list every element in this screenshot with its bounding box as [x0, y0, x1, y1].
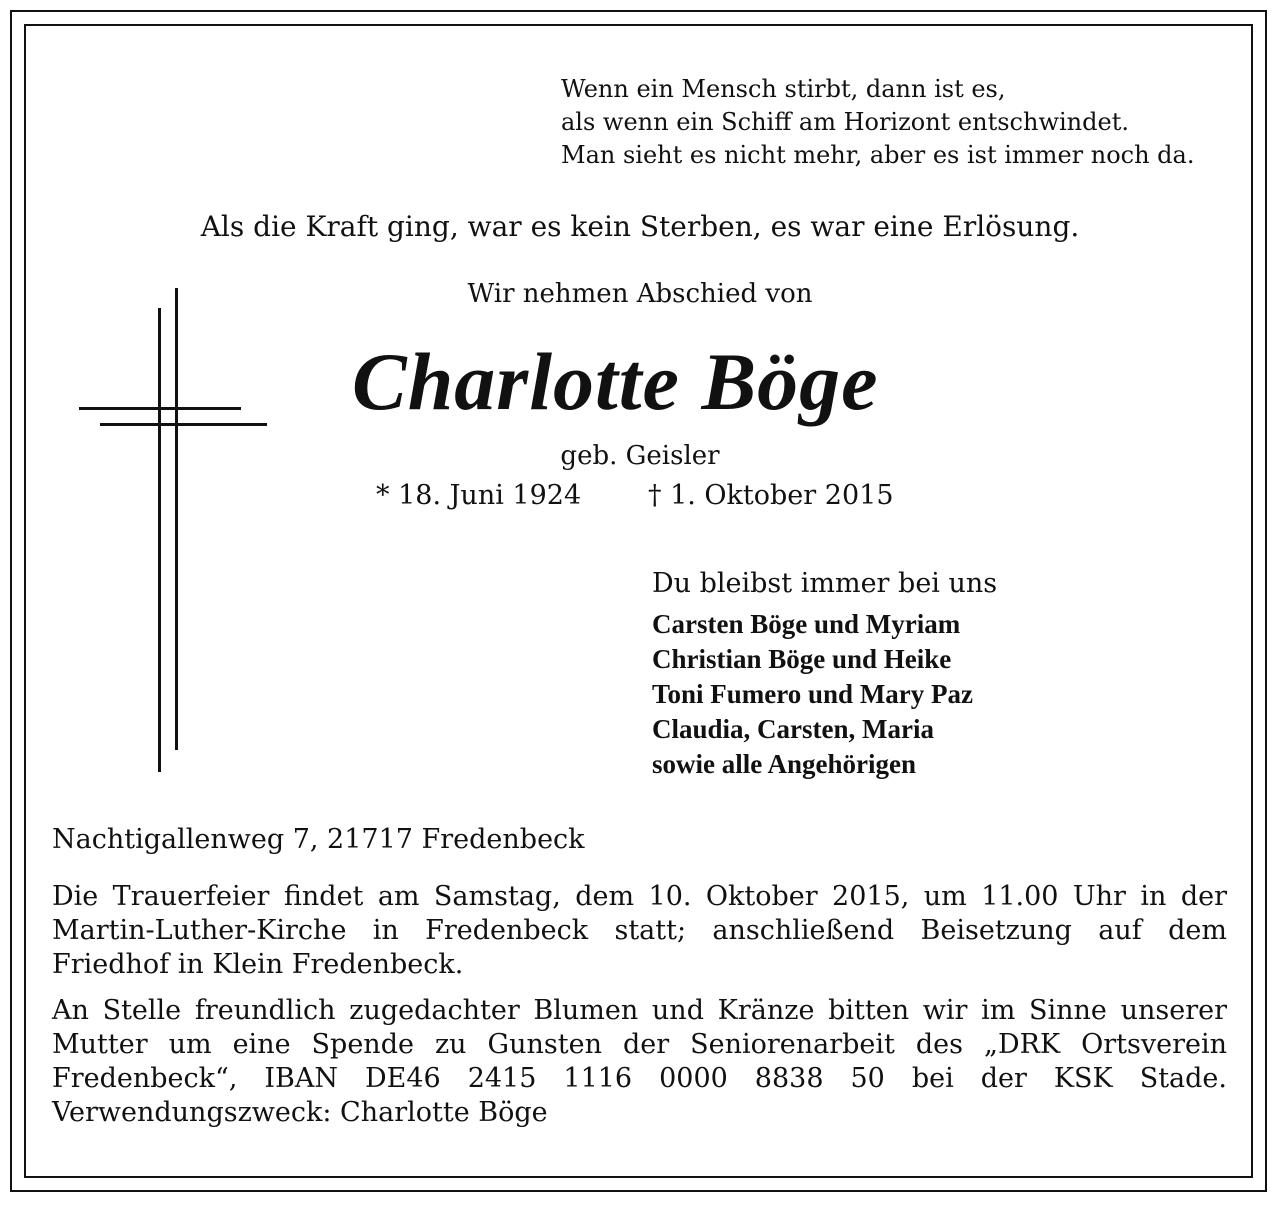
quote-line-1: Wenn ein Mensch stirbt, dann ist es, — [561, 75, 1006, 103]
address: Nachtigallenweg 7, 21717 Fredenbeck — [52, 824, 585, 855]
death-date: † 1. Oktober 2015 — [648, 480, 894, 511]
quote-block — [561, 73, 1194, 172]
deceased-name: Charlotte Böge — [352, 336, 879, 427]
mourner-name: Christian Böge und Heike — [652, 644, 952, 674]
maiden-name: geb. Geisler — [560, 441, 720, 471]
quote-line-2: als wenn ein Schiff am Horizont entschwindet. — [561, 108, 1129, 136]
mourner-name: sowie alle Angehörigen — [652, 749, 916, 779]
farewell-intro: Wir nehmen Abschied von — [467, 279, 813, 309]
mourner-name: Carsten Böge und Myriam — [652, 609, 961, 639]
mourner-name: Toni Fumero und Mary Paz — [652, 679, 974, 709]
mourner-name: Claudia, Carsten, Maria — [652, 714, 934, 744]
mourners-intro: Du bleibst immer bei uns — [652, 568, 998, 599]
birth-date: * 18. Juni 1924 — [376, 480, 582, 511]
quote-line-3: Man sieht es nicht mehr, aber es ist immer noch da. — [561, 141, 1195, 169]
service-paragraph: Die Trauerfeier findet am Samstag, dem 10. Oktober 2015, um 11.00 Uhr in der Martin-Luther-Kirche in Fredenbeck statt; anschließend Beisetzung auf dem Friedhof in Klein Fredenbeck. — [52, 881, 1227, 980]
motto: Als die Kraft ging, war es kein Sterben, es war eine Erlösung. — [200, 210, 1080, 243]
donation-paragraph: An Stelle freundlich zugedachter Blumen und Kränze bitten wir im Sinne unserer Mutter um eine Spende zu Gunsten der Seniorenarbeit des „DRK Ortsverein Fredenbeck“, IBAN DE46 2415 1116 0000 8838 50 bei der KSK Stade. Verwendungszweck: Charlotte Böge — [52, 995, 1227, 1128]
mourners-list — [652, 607, 973, 782]
